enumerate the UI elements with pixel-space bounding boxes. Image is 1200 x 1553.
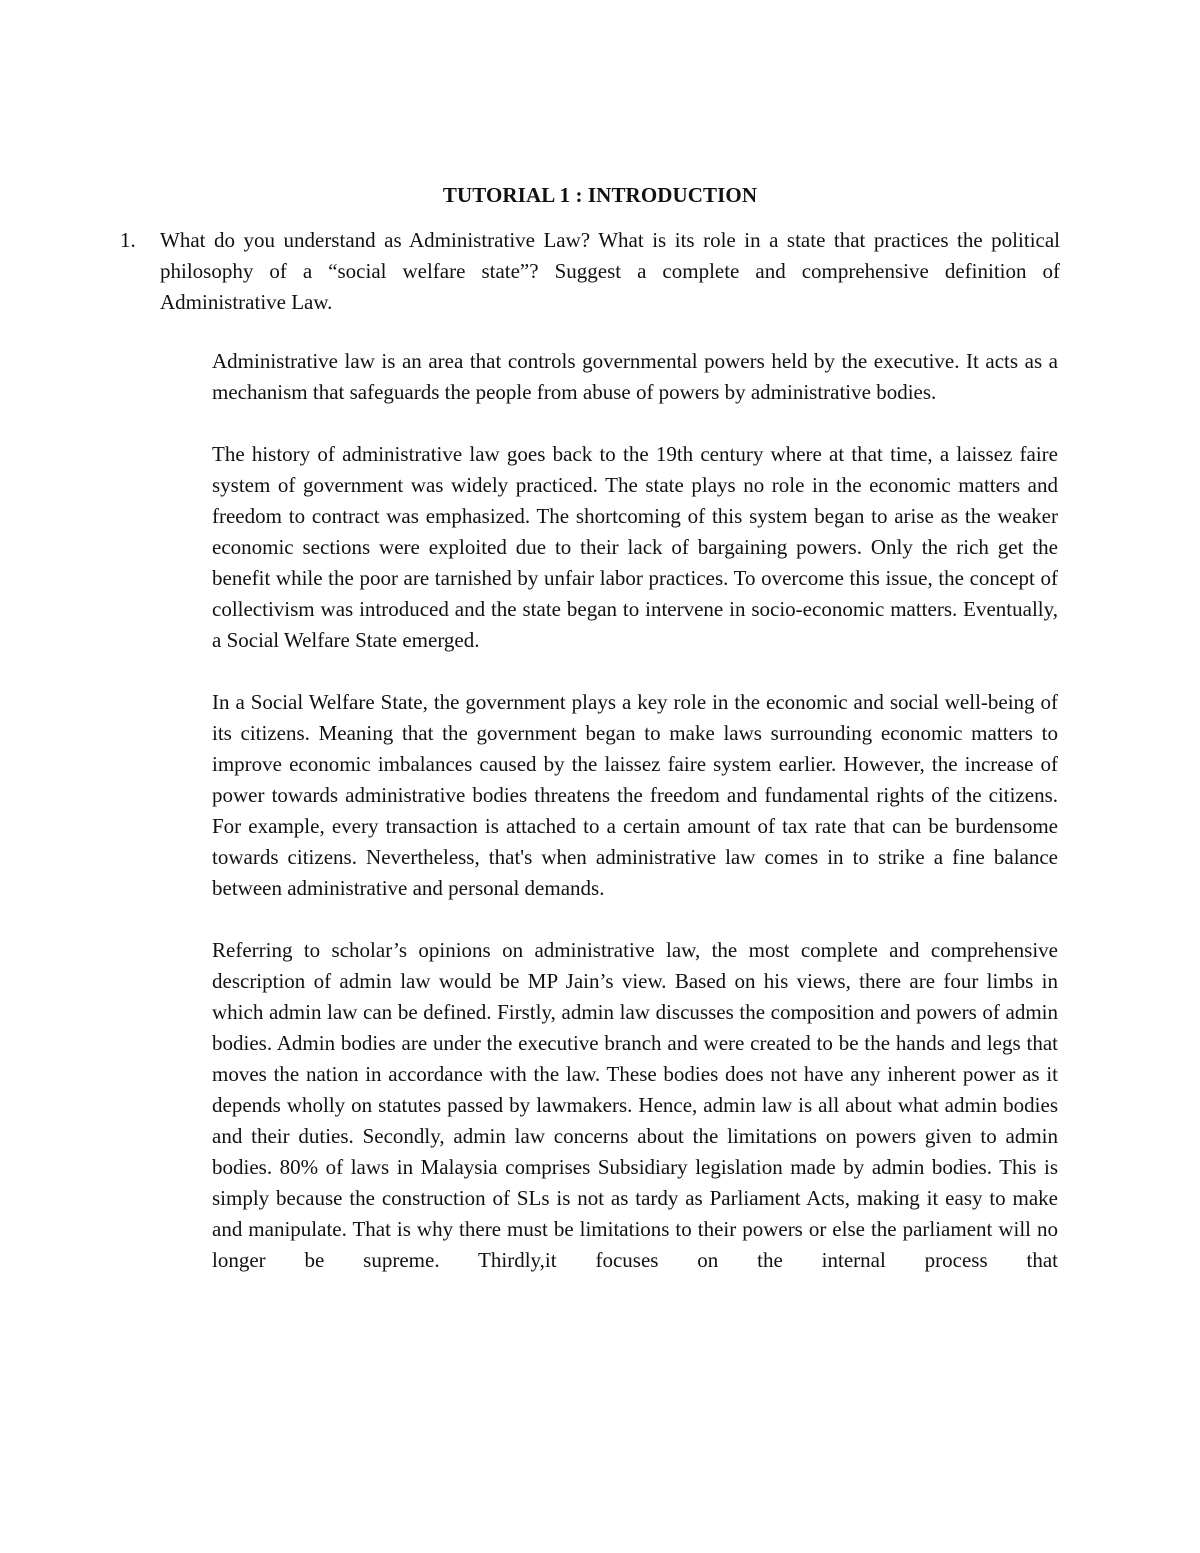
answer-paragraph: Referring to scholar’s opinions on administrative law, the most complete and comprehensive description of admin law would be MP Jain’s view. Based on his views, there are four limbs in which admin law can be defined. Firstly, admin law discusses the composition and powers of admin bodies. Admin bodies are under the executive branch and were created to be the hands and legs that moves the nation in accordance with the law. These bodies does not have any inherent power as it depends wholly on statutes passed by lawmakers. Hence, admin law is all about what admin bodies and their duties. Secondly, admin law concerns about the limitations on powers given to admin bodies. 80% of laws in Malaysia comprises Subsidiary legislation made by admin bodies. This is simply because the construction of SLs is not as tardy as Parliament Acts, making it easy to make and manipulate. That is why there must be limitations to their powers or else the parliament will no longer be supreme. Thirdly,it focuses on the internal process that <box>212 938 1058 1272</box>
question-text: What do you understand as Administrative Law? What is its role in a state that practices the political philosophy of a “social welfare state”? Suggest a complete and comprehensive definition of Administrative Law. <box>160 228 1060 314</box>
answer-paragraph: Administrative law is an area that controls governmental powers held by the executive. It acts as a mechanism that safeguards the people from abuse of powers by administrative bodies. <box>212 349 1058 404</box>
question-item <box>120 225 1060 318</box>
answer-paragraph: In a Social Welfare State, the government plays a key role in the economic and social well-being of its citizens. Meaning that the government began to make laws surrounding economic matters to improve economic imbalances caused by the laissez faire system earlier. However, the increase of power towards administrative bodies threatens the freedom and fundamental rights of the citizens. For example, every transaction is attached to a certain amount of tax rate that can be burdensome towards citizens. Nevertheless, that's when administrative law comes in to strike a fine balance between administrative and personal demands. <box>212 690 1058 900</box>
answer-paragraph: The history of administrative law goes back to the 19th century where at that time, a laissez faire system of government was widely practiced. The state plays no role in the economic matters and freedom to contract was emphasized. The shortcoming of this system began to arise as the weaker economic sections were exploited due to their lack of bargaining powers. Only the rich get the benefit while the poor are tarnished by unfair labor practices. To overcome this issue, the concept of collectivism was introduced and the state began to intervene in socio-economic matters. Eventually, a Social Welfare State emerged. <box>212 442 1058 652</box>
answer-body <box>212 346 1058 1276</box>
document-title: TUTORIAL 1 : INTRODUCTION <box>442 183 758 207</box>
question-number: 1. <box>120 228 136 252</box>
